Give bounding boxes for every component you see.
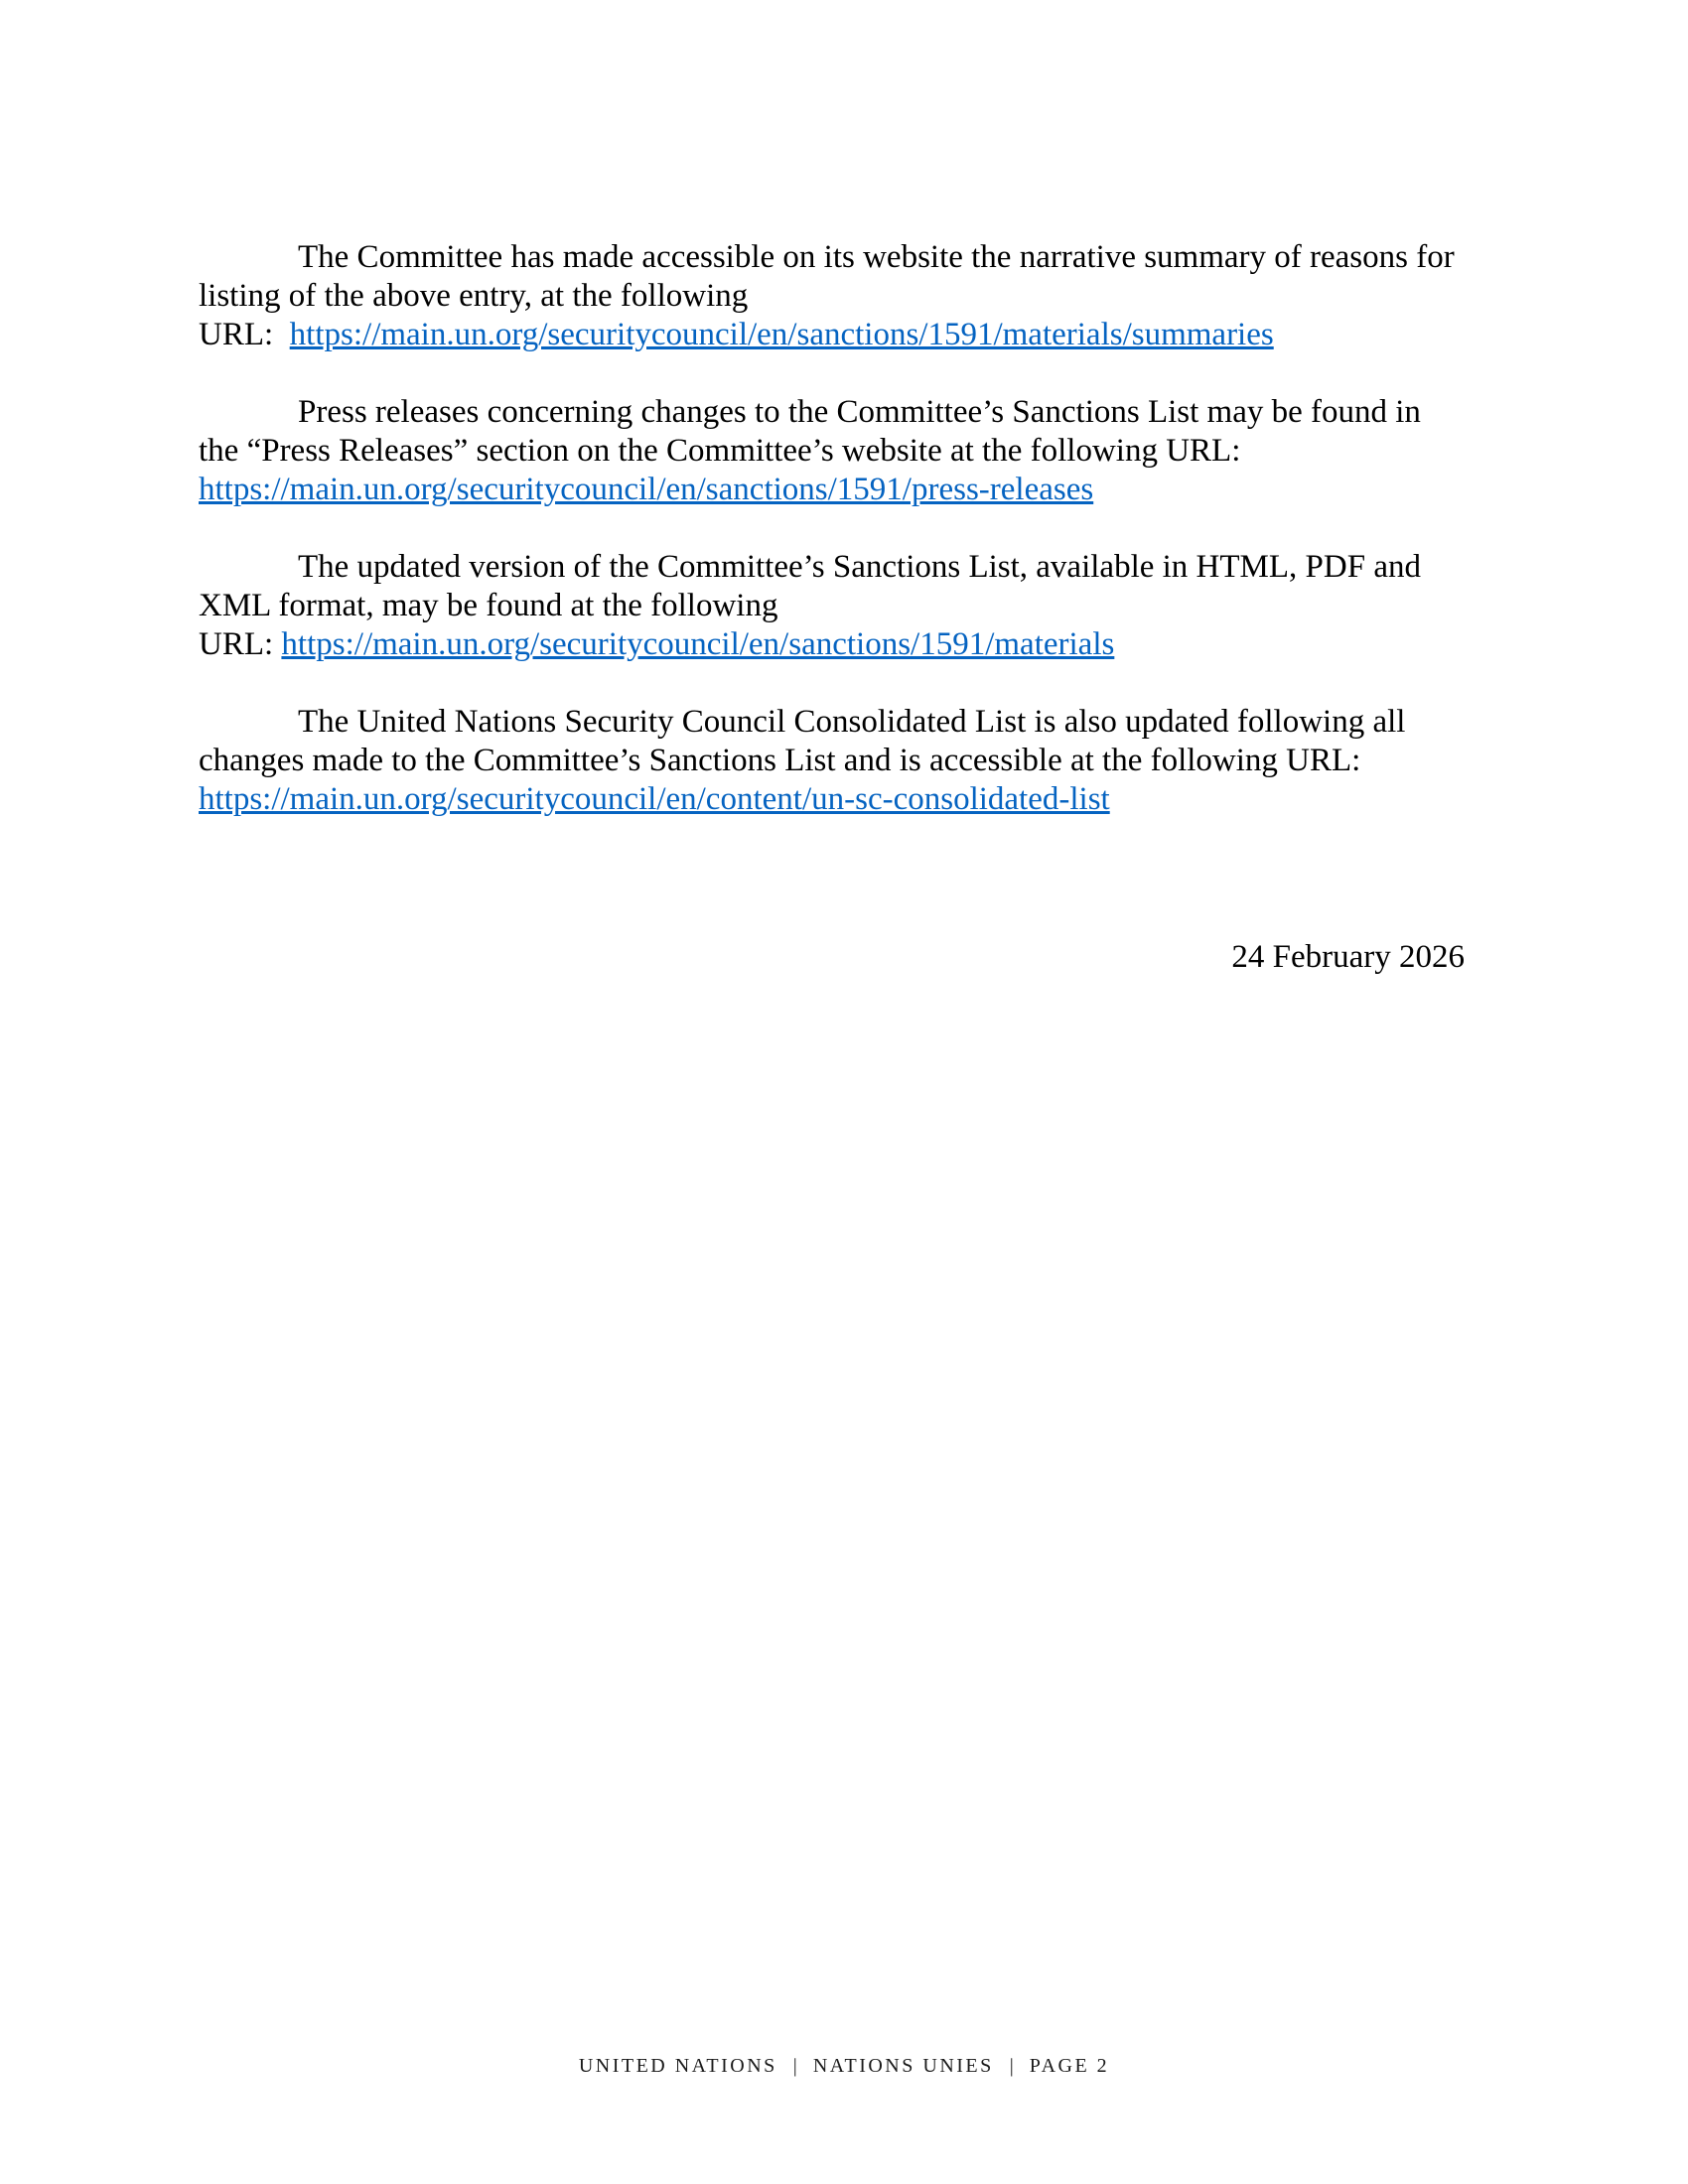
page-footer <box>0 2055 1688 2078</box>
body-text: changes made to the Committee’s Sanctions List and is accessible at the following URL: <box>199 743 1361 778</box>
body-text: listing of the above entry, at the following <box>199 278 749 314</box>
document-date <box>199 938 1489 977</box>
consolidated-list-link[interactable]: https://main.un.org/securitycouncil/en/content/un-sc-consolidated-list <box>199 781 1110 817</box>
paragraph-line <box>199 625 1489 664</box>
body-text: The Committee has made accessible on its website the narrative summary of reasons for <box>298 239 1455 275</box>
body-text: The updated version of the Committee’s Sanctions List, available in HTML, PDF and <box>298 549 1421 585</box>
paragraph-line <box>199 316 1489 354</box>
footer-united-nations: UNITED NATIONS <box>578 2055 777 2077</box>
body-text: XML format, may be found at the following <box>199 588 778 623</box>
paragraph-line <box>199 587 1489 625</box>
url-label: URL: <box>199 626 282 662</box>
sanctions-materials-link[interactable]: https://main.un.org/securitycouncil/en/sanctions/1591/materials <box>281 626 1115 662</box>
narrative-summaries-link[interactable]: https://main.un.org/securitycouncil/en/sanctions/1591/materials/summaries <box>289 317 1274 352</box>
body-text: Press releases concerning changes to the Committee’s Sanctions List may be found in <box>298 394 1421 430</box>
paragraph-line <box>199 703 1489 742</box>
paragraph-line <box>199 393 1489 432</box>
paragraph-line <box>199 471 1489 509</box>
document-body <box>199 238 1489 977</box>
footer-nations-unies: NATIONS UNIES <box>812 2055 994 2077</box>
footer-page-number: PAGE 2 <box>1029 2055 1110 2077</box>
footer-separator: | <box>1009 2055 1014 2077</box>
url-label: URL: <box>199 317 290 352</box>
footer-separator: | <box>792 2055 797 2077</box>
paragraph-line <box>199 780 1489 819</box>
body-text: The United Nations Security Council Consolidated List is also updated following all <box>298 704 1406 740</box>
paragraph-press-releases <box>199 393 1489 509</box>
paragraph-line <box>199 277 1489 316</box>
body-text: the “Press Releases” section on the Committee’s website at the following URL: <box>199 433 1241 469</box>
paragraph-line <box>199 432 1489 471</box>
date-text: 24 February 2026 <box>1231 939 1465 975</box>
press-releases-link[interactable]: https://main.un.org/securitycouncil/en/sanctions/1591/press-releases <box>199 472 1094 507</box>
paragraph-narrative-summary <box>199 238 1489 354</box>
paragraph-line <box>199 548 1489 587</box>
paragraph-line <box>199 238 1489 277</box>
paragraph-consolidated-list <box>199 703 1489 819</box>
paragraph-sanctions-list-formats <box>199 548 1489 664</box>
paragraph-line <box>199 742 1489 780</box>
